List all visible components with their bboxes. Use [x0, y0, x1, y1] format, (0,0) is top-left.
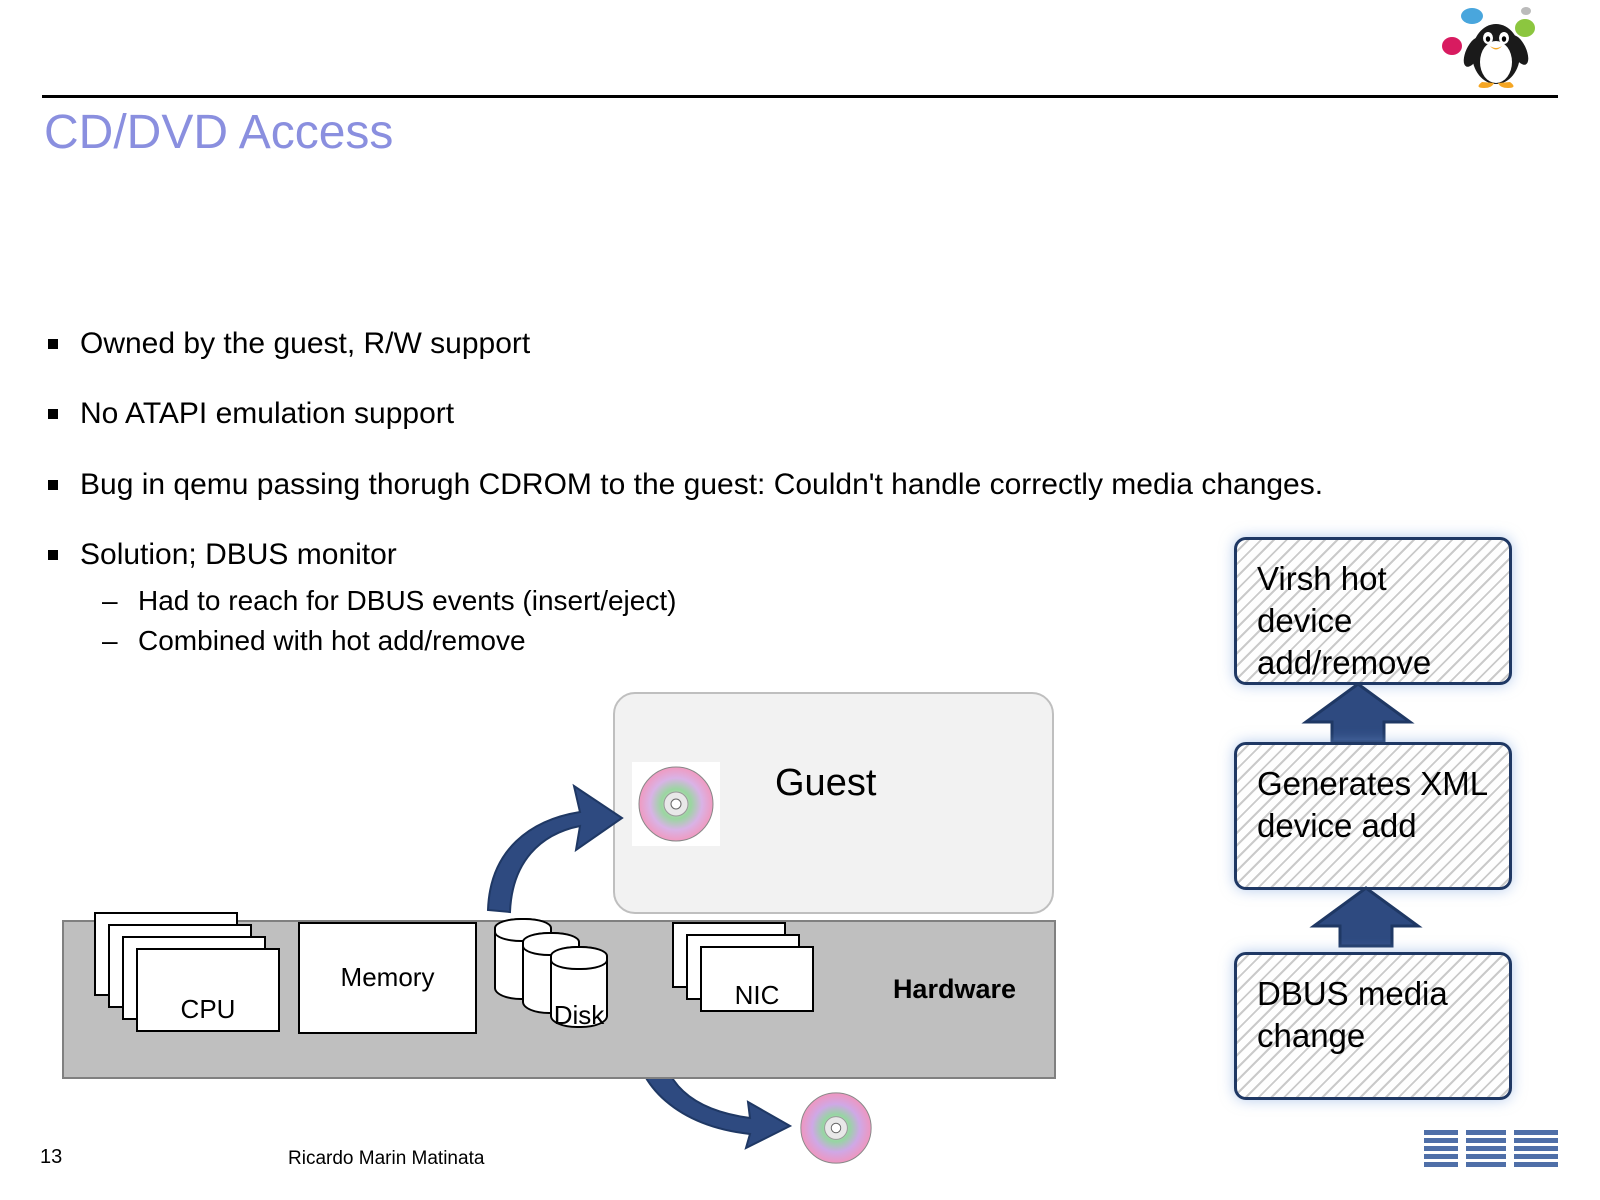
memory-label: Memory	[340, 962, 435, 992]
cpu-label: CPU	[180, 994, 236, 1024]
dash-icon: –	[102, 625, 118, 657]
cpu-stack	[94, 912, 324, 1042]
linux-penguins-logo	[1430, 2, 1560, 90]
cd-disc-guest-icon	[632, 762, 720, 846]
page-number: 13	[40, 1146, 63, 1168]
flow-box-text: Virsh hot device add/remove	[1257, 560, 1432, 682]
flow-box-text: Generates XML device add	[1257, 765, 1487, 845]
cpu-card	[136, 948, 280, 1032]
arrow-to-guest-icon	[470, 770, 630, 920]
list-item	[44, 395, 1444, 433]
guest-container	[613, 692, 1054, 914]
sub-bullet-text: Had to reach for DBUS events (insert/eject)	[138, 584, 677, 616]
bullet-text: Solution; DBUS monitor	[80, 538, 397, 572]
flow-box-dbus-media-change	[1234, 952, 1512, 1100]
page-title: CD/DVD Access	[44, 106, 394, 159]
nic-stack	[672, 922, 852, 1042]
nic-label: NIC	[734, 980, 780, 1010]
flow-box-generates-xml	[1234, 742, 1512, 890]
list-item	[44, 466, 1444, 504]
bullet-square-icon	[48, 409, 58, 419]
disk-label: Disk	[553, 1000, 605, 1030]
bullet-text: Bug in qemu passing thorugh CDROM to the guest: Couldn't handle correctly media changes.	[80, 467, 1324, 501]
list-item	[44, 325, 1444, 363]
cd-disc-media-icon	[798, 1090, 874, 1166]
bullet-square-icon	[48, 550, 58, 560]
bullet-text: Owned by the guest, R/W support	[80, 327, 531, 360]
hardware-label: Hardware	[892, 974, 1016, 1004]
bullet-text: No ATAPI emulation support	[80, 397, 455, 431]
flow-box-virsh	[1234, 537, 1512, 685]
ibm-logo	[1422, 1128, 1560, 1174]
header-divider	[42, 95, 1558, 98]
flow-box-text: DBUS media change	[1257, 975, 1448, 1055]
bullet-square-icon	[48, 339, 58, 349]
hardware-container	[62, 920, 1056, 1079]
disk-cylinder	[550, 946, 608, 1028]
memory-box	[298, 922, 477, 1034]
dash-icon: –	[102, 584, 118, 616]
nic-card	[700, 946, 814, 1012]
up-arrow-icon	[1300, 682, 1416, 744]
sub-bullet-text: Combined with hot add/remove	[138, 625, 526, 657]
up-arrow-icon	[1308, 886, 1424, 948]
guest-label: Guest	[775, 762, 877, 804]
bullet-square-icon	[48, 480, 58, 490]
author-name: Ricardo Marin Matinata	[288, 1148, 485, 1169]
disk-stack	[494, 918, 674, 1038]
